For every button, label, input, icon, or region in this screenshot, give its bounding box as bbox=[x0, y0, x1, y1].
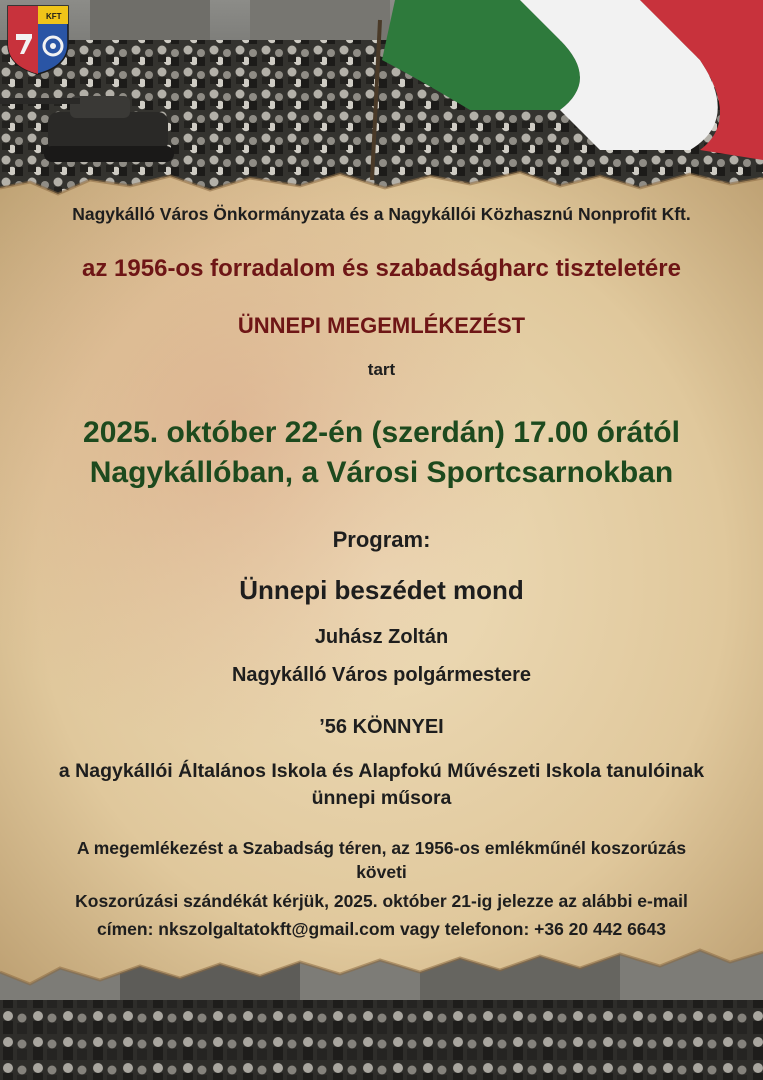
wreath-laying-line1: A megemlékezést a Szabadság téren, az 1956-os emlékműnél koszorúzás bbox=[76, 838, 687, 858]
wreath-laying-line2: követi bbox=[356, 862, 407, 882]
contact-line2: címen: nkszolgaltatokft@gmail.com vagy telefonon: +36 20 442 6643 bbox=[97, 919, 666, 939]
performance-title: ’56 KÖNNYEI bbox=[319, 716, 444, 738]
speaker-title: Nagykálló Város polgármestere bbox=[231, 664, 531, 686]
logo-letters: KFT bbox=[46, 12, 62, 21]
performance-description-line1: a Nagykállói Általános Iskola és Alapfokú Művészeti Iskola tanulóinak bbox=[58, 760, 705, 782]
program-heading: Program: bbox=[332, 527, 431, 552]
event-type-heading: ÜNNEPI MEGEMLÉKEZÉST bbox=[237, 313, 526, 338]
contact-line1: Koszorúzási szándékát kérjük, 2025. október 21-ig jelezze az alábbi e-mail bbox=[75, 891, 688, 911]
organizers-line: Nagykálló Város Önkormányzata és a Nagykállói Közhasznú Nonprofit Kft. bbox=[72, 204, 691, 224]
nagykallo-coat-of-arms-icon bbox=[6, 4, 70, 76]
event-date-time: 2025. október 22-én (szerdán) 17.00 órától bbox=[83, 416, 680, 449]
verb-line: tart bbox=[367, 360, 396, 379]
speaker-name: Juhász Zoltán bbox=[314, 626, 449, 648]
speech-label: Ünnepi beszédet mond bbox=[239, 575, 524, 605]
occasion-line: az 1956-os forradalom és szabadságharc tiszteletére bbox=[82, 255, 681, 282]
performance-description-line2: ünnepi műsora bbox=[311, 787, 452, 809]
event-venue: Nagykállóban, a Városi Sportcsarnokban bbox=[89, 456, 674, 489]
